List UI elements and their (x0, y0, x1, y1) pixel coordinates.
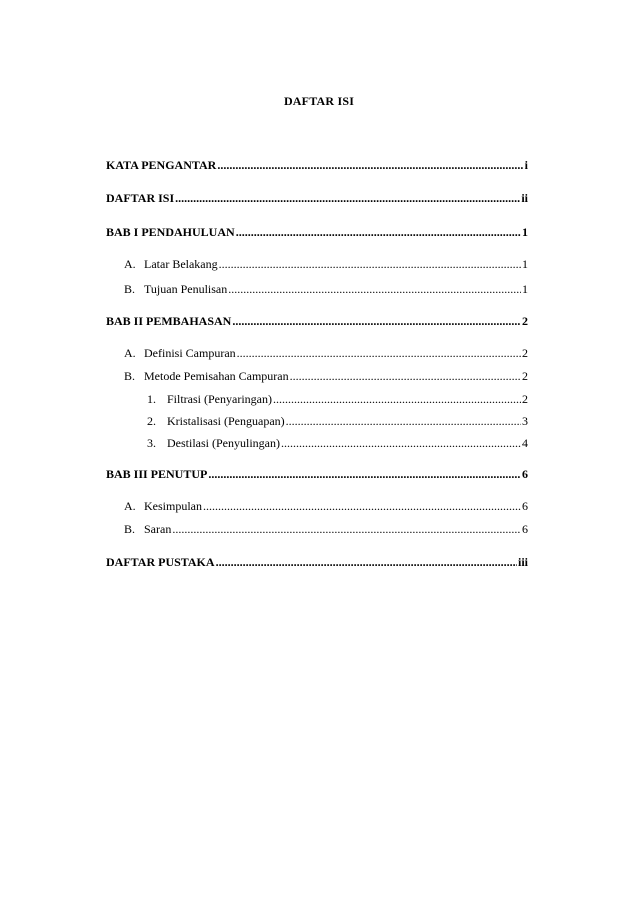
toc-dot-leader (175, 191, 520, 205)
toc-page-number: 2 (522, 369, 528, 383)
toc-page-number: 1 (522, 257, 528, 271)
toc-entry-prefix: B. (124, 522, 136, 536)
toc-entry-bab-ii (106, 314, 528, 328)
toc-dot-leader (208, 467, 521, 481)
toc-dot-leader (228, 282, 521, 296)
toc-entry-label: BAB III PENUTUP (106, 467, 208, 481)
toc-entry-label: Kristalisasi (Penguapan) (167, 414, 285, 428)
toc-page-number: 2 (522, 346, 528, 360)
toc-dot-leader (237, 346, 521, 360)
toc-dot-leader (290, 369, 521, 383)
toc-page-number: 2 (522, 314, 528, 328)
toc-entry-prefix: A. (124, 499, 136, 513)
toc-page-number: 6 (522, 467, 528, 481)
toc-page-number: 1 (522, 282, 528, 296)
toc-entry-prefix: B. (124, 369, 136, 383)
toc-entry-daftar-isi (106, 191, 528, 205)
toc-entry-label: Filtrasi (Penyaringan) (167, 392, 272, 406)
toc-entry-label: KATA PENGANTAR (106, 158, 217, 172)
toc-entry-daftar-pustaka (106, 555, 528, 569)
toc-entry-label: Saran (144, 522, 172, 536)
toc-entry-prefix: 3. (147, 436, 156, 450)
toc-dot-leader (203, 499, 521, 513)
toc-page-number: 3 (522, 414, 528, 428)
toc-entry-label: Latar Belakang (144, 257, 218, 271)
toc-dot-leader (286, 414, 521, 428)
toc-entry-tujuan-penulisan (124, 282, 528, 296)
toc-page-number: 4 (522, 436, 528, 450)
toc-entry-label: BAB II PEMBAHASAN (106, 314, 232, 328)
toc-page-number: 2 (522, 392, 528, 406)
toc-dot-leader (273, 392, 521, 406)
toc-entry-kata-pengantar (106, 158, 528, 172)
toc-entry-kristalisasi (147, 414, 528, 428)
toc-page-number: 6 (522, 522, 528, 536)
toc-entry-metode-pemisahan (124, 369, 528, 383)
toc-entry-prefix: A. (124, 346, 136, 360)
toc-entry-prefix: A. (124, 257, 136, 271)
toc-page-number: 6 (522, 499, 528, 513)
toc-entry-label: BAB I PENDAHULUAN (106, 225, 235, 239)
toc-entry-label: Destilasi (Penyulingan) (167, 436, 280, 450)
toc-entry-prefix: B. (124, 282, 136, 296)
toc-page-number: iii (517, 555, 528, 569)
toc-page-number: 1 (522, 225, 528, 239)
toc-entry-bab-iii (106, 467, 528, 481)
toc-entry-label: DAFTAR ISI (106, 191, 175, 205)
toc-entry-filtrasi (147, 392, 528, 406)
toc-entry-bab-i (106, 225, 528, 239)
toc-entry-kesimpulan (124, 499, 528, 513)
toc-dot-leader (236, 225, 521, 239)
toc-dot-leader (219, 257, 521, 271)
toc-entry-destilasi (147, 436, 528, 450)
toc-dot-leader (232, 314, 521, 328)
toc-entry-definisi-campuran (124, 346, 528, 360)
toc-dot-leader (216, 555, 517, 569)
toc-entry-saran (124, 522, 528, 536)
toc-entry-prefix: 2. (147, 414, 156, 428)
toc-page-number: i (524, 158, 528, 172)
toc-entry-label: Kesimpulan (144, 499, 202, 513)
toc-entry-label: Definisi Campuran (144, 346, 236, 360)
toc-entry-label: Metode Pemisahan Campuran (144, 369, 289, 383)
toc-entry-label: Tujuan Penulisan (144, 282, 228, 296)
toc-dot-leader (217, 158, 523, 172)
toc-entry-latar-belakang (124, 257, 528, 271)
toc-dot-leader (172, 522, 521, 536)
toc-page-number: ii (521, 191, 528, 205)
toc-entry-label: DAFTAR PUSTAKA (106, 555, 215, 569)
page-title: DAFTAR ISI (283, 94, 355, 108)
toc-entry-prefix: 1. (147, 392, 156, 406)
toc-dot-leader (281, 436, 521, 450)
